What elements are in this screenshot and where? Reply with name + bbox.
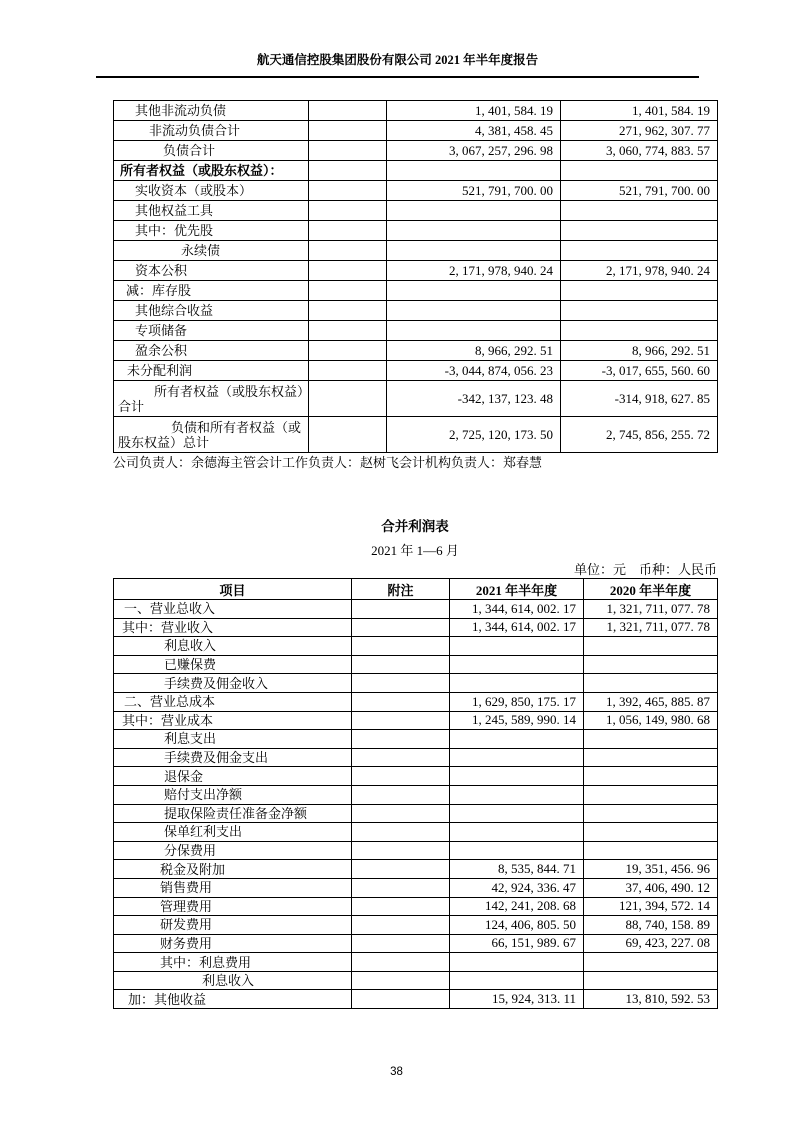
row-value-1-cell: 42, 924, 336. 47 [450, 878, 584, 897]
table-row [114, 381, 718, 417]
row-value-1-cell [450, 804, 584, 823]
row-value-2-cell: 521, 791, 700. 00 [561, 181, 718, 201]
row-value-2-cell [561, 161, 718, 181]
row-value-1-cell [387, 201, 561, 221]
table-row [114, 953, 718, 972]
row-value-1-cell: 1, 401, 584. 19 [387, 101, 561, 121]
row-value-2-cell [561, 301, 718, 321]
row-value-1-cell: 4, 381, 458. 45 [387, 121, 561, 141]
row-value-2-cell [561, 201, 718, 221]
document-header [96, 50, 699, 78]
row-label-cell: 其中：利息费用 [114, 953, 352, 972]
row-value-2-cell: 88, 740, 158. 89 [584, 916, 718, 935]
table-row [114, 618, 718, 637]
row-note-cell [309, 241, 387, 261]
row-note-cell [352, 934, 450, 953]
row-value-1-cell [450, 785, 584, 804]
income-statement-period: 2021 年 1—6 月 [371, 543, 459, 558]
table-row [114, 823, 718, 842]
table-row [114, 674, 718, 693]
row-label-cell: 专项储备 [114, 321, 309, 341]
row-note-cell [309, 161, 387, 181]
document-header-title: 航天通信控股集团股份有限公司 2021 年半年度报告 [256, 53, 539, 67]
row-value-2-cell [584, 841, 718, 860]
row-value-1-cell: 2, 725, 120, 173. 50 [387, 417, 561, 453]
table-row [114, 161, 718, 181]
row-value-1-cell: 1, 344, 614, 002. 17 [450, 618, 584, 637]
row-label-cell: 手续费及佣金收入 [114, 674, 352, 693]
row-value-2-cell [584, 655, 718, 674]
row-value-2-cell: 3, 060, 774, 883. 57 [561, 141, 718, 161]
row-label-cell: 负债合计 [114, 141, 309, 161]
row-label-cell: 未分配利润 [114, 361, 309, 381]
table-row [114, 934, 718, 953]
row-note-cell [352, 897, 450, 916]
row-note-cell [352, 692, 450, 711]
row-value-2-cell [584, 674, 718, 693]
row-value-1-cell [387, 301, 561, 321]
row-note-cell [352, 785, 450, 804]
row-label-cell: 研发费用 [114, 916, 352, 935]
row-note-cell [352, 841, 450, 860]
row-value-1-cell: 8, 966, 292. 51 [387, 341, 561, 361]
table-row [114, 692, 718, 711]
table-row [114, 785, 718, 804]
row-value-1-cell [450, 637, 584, 656]
table-row [114, 748, 718, 767]
row-value-1-cell: 8, 535, 844. 71 [450, 860, 584, 879]
table-row [114, 860, 718, 879]
row-label-cell: 分保费用 [114, 841, 352, 860]
row-value-1-cell: 142, 241, 208. 68 [450, 897, 584, 916]
row-label-cell: 所有者权益（或股东权益）： [114, 161, 309, 181]
income-statement-body [114, 600, 718, 1009]
row-note-cell [309, 261, 387, 281]
table-row [114, 261, 718, 281]
row-label-cell: 销售费用 [114, 878, 352, 897]
row-value-1-cell [450, 748, 584, 767]
row-note-cell [352, 674, 450, 693]
row-value-2-cell [584, 637, 718, 656]
row-note-cell [309, 281, 387, 301]
row-label-cell: 负债和所有者权益（或股东权益）总计 [114, 417, 309, 453]
row-label-cell: 其中：优先股 [114, 221, 309, 241]
table-row [114, 655, 718, 674]
table-row [114, 916, 718, 935]
row-value-2-cell: 69, 423, 227. 08 [584, 934, 718, 953]
row-value-1-cell: 66, 151, 989. 67 [450, 934, 584, 953]
row-value-1-cell [387, 161, 561, 181]
row-value-1-cell: -3, 044, 874, 056. 23 [387, 361, 561, 381]
row-value-1-cell: 521, 791, 700. 00 [387, 181, 561, 201]
row-label-cell: 所有者权益（或股东权益）合计 [114, 381, 309, 417]
row-note-cell [352, 600, 450, 619]
row-label-cell: 减：库存股 [114, 281, 309, 301]
row-value-2-cell [584, 804, 718, 823]
row-label-cell: 利息收入 [114, 637, 352, 656]
row-label-cell: 非流动负债合计 [114, 121, 309, 141]
row-value-2-cell: 37, 406, 490. 12 [584, 878, 718, 897]
page-number: 38 [390, 1066, 403, 1078]
table-row [114, 181, 718, 201]
row-value-2-cell: -314, 918, 627. 85 [561, 381, 718, 417]
row-value-1-cell [387, 281, 561, 301]
table-row [114, 767, 718, 786]
table-row [114, 241, 718, 261]
table-row [114, 201, 718, 221]
table-row [114, 321, 718, 341]
row-note-cell [352, 618, 450, 637]
income-statement-title: 合并利润表 [381, 519, 449, 534]
row-label-cell: 加：其他收益 [114, 990, 352, 1009]
row-value-1-cell [450, 730, 584, 749]
table-row [114, 730, 718, 749]
row-value-2-cell: -3, 017, 655, 560. 60 [561, 361, 718, 381]
row-label-cell: 二、营业总成本 [114, 692, 352, 711]
row-note-cell [352, 953, 450, 972]
row-label-cell: 财务费用 [114, 934, 352, 953]
row-value-1-cell: 1, 245, 589, 990. 14 [450, 711, 584, 730]
row-value-1-cell [450, 953, 584, 972]
table-row [114, 141, 718, 161]
table-row [114, 281, 718, 301]
balance-sheet-body [114, 101, 718, 453]
row-note-cell [309, 201, 387, 221]
income-statement-header [114, 579, 718, 600]
row-note-cell [309, 181, 387, 201]
row-note-cell [352, 823, 450, 842]
row-value-1-cell [450, 674, 584, 693]
income-statement-unit-line: 单位：元 币种：人民币 [573, 562, 717, 577]
row-label-cell: 退保金 [114, 767, 352, 786]
table-row [114, 804, 718, 823]
row-label-cell: 一、营业总收入 [114, 600, 352, 619]
table-row [114, 637, 718, 656]
row-label-cell: 盈余公积 [114, 341, 309, 361]
row-note-cell [352, 878, 450, 897]
table-row [114, 341, 718, 361]
row-value-2-cell: 8, 966, 292. 51 [561, 341, 718, 361]
row-value-2-cell: 2, 745, 856, 255. 72 [561, 417, 718, 453]
row-value-2-cell: 1, 056, 149, 980. 68 [584, 711, 718, 730]
header-row [114, 579, 718, 600]
column-header-2021: 2021 年半年度 [450, 579, 584, 600]
column-header-note: 附注 [352, 579, 450, 600]
row-value-2-cell: 271, 962, 307. 77 [561, 121, 718, 141]
table-row [114, 841, 718, 860]
row-note-cell [352, 916, 450, 935]
row-label-cell: 其中：营业成本 [114, 711, 352, 730]
row-value-2-cell [584, 971, 718, 990]
row-note-cell [352, 971, 450, 990]
row-value-1-cell: 3, 067, 257, 296. 98 [387, 141, 561, 161]
row-note-cell [352, 804, 450, 823]
row-value-1-cell [450, 823, 584, 842]
row-value-1-cell: 15, 924, 313. 11 [450, 990, 584, 1009]
table-row [114, 301, 718, 321]
row-value-1-cell [387, 241, 561, 261]
row-note-cell [352, 637, 450, 656]
row-label-cell: 已赚保费 [114, 655, 352, 674]
row-value-1-cell: 2, 171, 978, 940. 24 [387, 261, 561, 281]
row-note-cell [309, 361, 387, 381]
row-value-2-cell [561, 221, 718, 241]
row-note-cell [352, 711, 450, 730]
row-label-cell: 管理费用 [114, 897, 352, 916]
row-label-cell: 其他非流动负债 [114, 101, 309, 121]
row-label-cell: 赔付支出净额 [114, 785, 352, 804]
row-note-cell [309, 121, 387, 141]
row-note-cell [309, 141, 387, 161]
table-row [114, 897, 718, 916]
row-value-2-cell [561, 241, 718, 261]
row-value-1-cell: 124, 406, 805. 50 [450, 916, 584, 935]
table-row [114, 221, 718, 241]
responsible-persons-line: 公司负责人：余德海主管会计工作负责人：赵树飞会计机构负责人：郑春慧 [113, 455, 543, 470]
table-row [114, 361, 718, 381]
row-label-cell: 提取保险责任准备金净额 [114, 804, 352, 823]
row-value-2-cell: 1, 392, 465, 885. 87 [584, 692, 718, 711]
row-note-cell [309, 381, 387, 417]
table-row [114, 971, 718, 990]
row-value-1-cell [387, 221, 561, 241]
row-label-cell: 手续费及佣金支出 [114, 748, 352, 767]
row-label-cell: 实收资本（或股本） [114, 181, 309, 201]
row-note-cell [309, 221, 387, 241]
row-value-2-cell [584, 730, 718, 749]
row-label-cell: 其他权益工具 [114, 201, 309, 221]
row-note-cell [309, 321, 387, 341]
row-label-cell: 资本公积 [114, 261, 309, 281]
income-statement-table [113, 578, 718, 1009]
row-value-1-cell [450, 655, 584, 674]
row-value-2-cell [561, 321, 718, 341]
table-row [114, 101, 718, 121]
row-value-2-cell: 1, 401, 584. 19 [561, 101, 718, 121]
row-note-cell [309, 101, 387, 121]
row-value-1-cell: -342, 137, 123. 48 [387, 381, 561, 417]
row-value-1-cell [450, 971, 584, 990]
row-value-2-cell [561, 281, 718, 301]
row-value-2-cell: 19, 351, 456. 96 [584, 860, 718, 879]
row-value-2-cell [584, 767, 718, 786]
table-row [114, 417, 718, 453]
table-row [114, 121, 718, 141]
row-value-1-cell [450, 767, 584, 786]
row-value-2-cell [584, 823, 718, 842]
row-label-cell: 保单红利支出 [114, 823, 352, 842]
row-label-cell: 其他综合收益 [114, 301, 309, 321]
column-header-2020: 2020 年半年度 [584, 579, 718, 600]
table-row [114, 600, 718, 619]
row-note-cell [352, 655, 450, 674]
row-value-1-cell [387, 321, 561, 341]
row-value-2-cell: 13, 810, 592. 53 [584, 990, 718, 1009]
row-value-1-cell: 1, 344, 614, 002. 17 [450, 600, 584, 619]
row-note-cell [352, 990, 450, 1009]
row-note-cell [309, 301, 387, 321]
row-value-2-cell: 121, 394, 572. 14 [584, 897, 718, 916]
balance-sheet-table [113, 100, 718, 453]
table-row [114, 878, 718, 897]
row-value-1-cell: 1, 629, 850, 175. 17 [450, 692, 584, 711]
row-note-cell [352, 748, 450, 767]
table-row [114, 990, 718, 1009]
row-note-cell [352, 767, 450, 786]
row-label-cell: 永续债 [114, 241, 309, 261]
row-note-cell [309, 417, 387, 453]
column-header-item: 项目 [114, 579, 352, 600]
row-value-2-cell: 1, 321, 711, 077. 78 [584, 600, 718, 619]
row-value-2-cell: 1, 321, 711, 077. 78 [584, 618, 718, 637]
row-note-cell [352, 730, 450, 749]
row-note-cell [309, 341, 387, 361]
row-note-cell [352, 860, 450, 879]
row-value-2-cell [584, 785, 718, 804]
table-row [114, 711, 718, 730]
row-value-2-cell [584, 748, 718, 767]
row-value-1-cell [450, 841, 584, 860]
row-value-2-cell: 2, 171, 978, 940. 24 [561, 261, 718, 281]
row-label-cell: 利息支出 [114, 730, 352, 749]
row-value-2-cell [584, 953, 718, 972]
row-label-cell: 其中：营业收入 [114, 618, 352, 637]
row-label-cell: 利息收入 [114, 971, 352, 990]
row-label-cell: 税金及附加 [114, 860, 352, 879]
